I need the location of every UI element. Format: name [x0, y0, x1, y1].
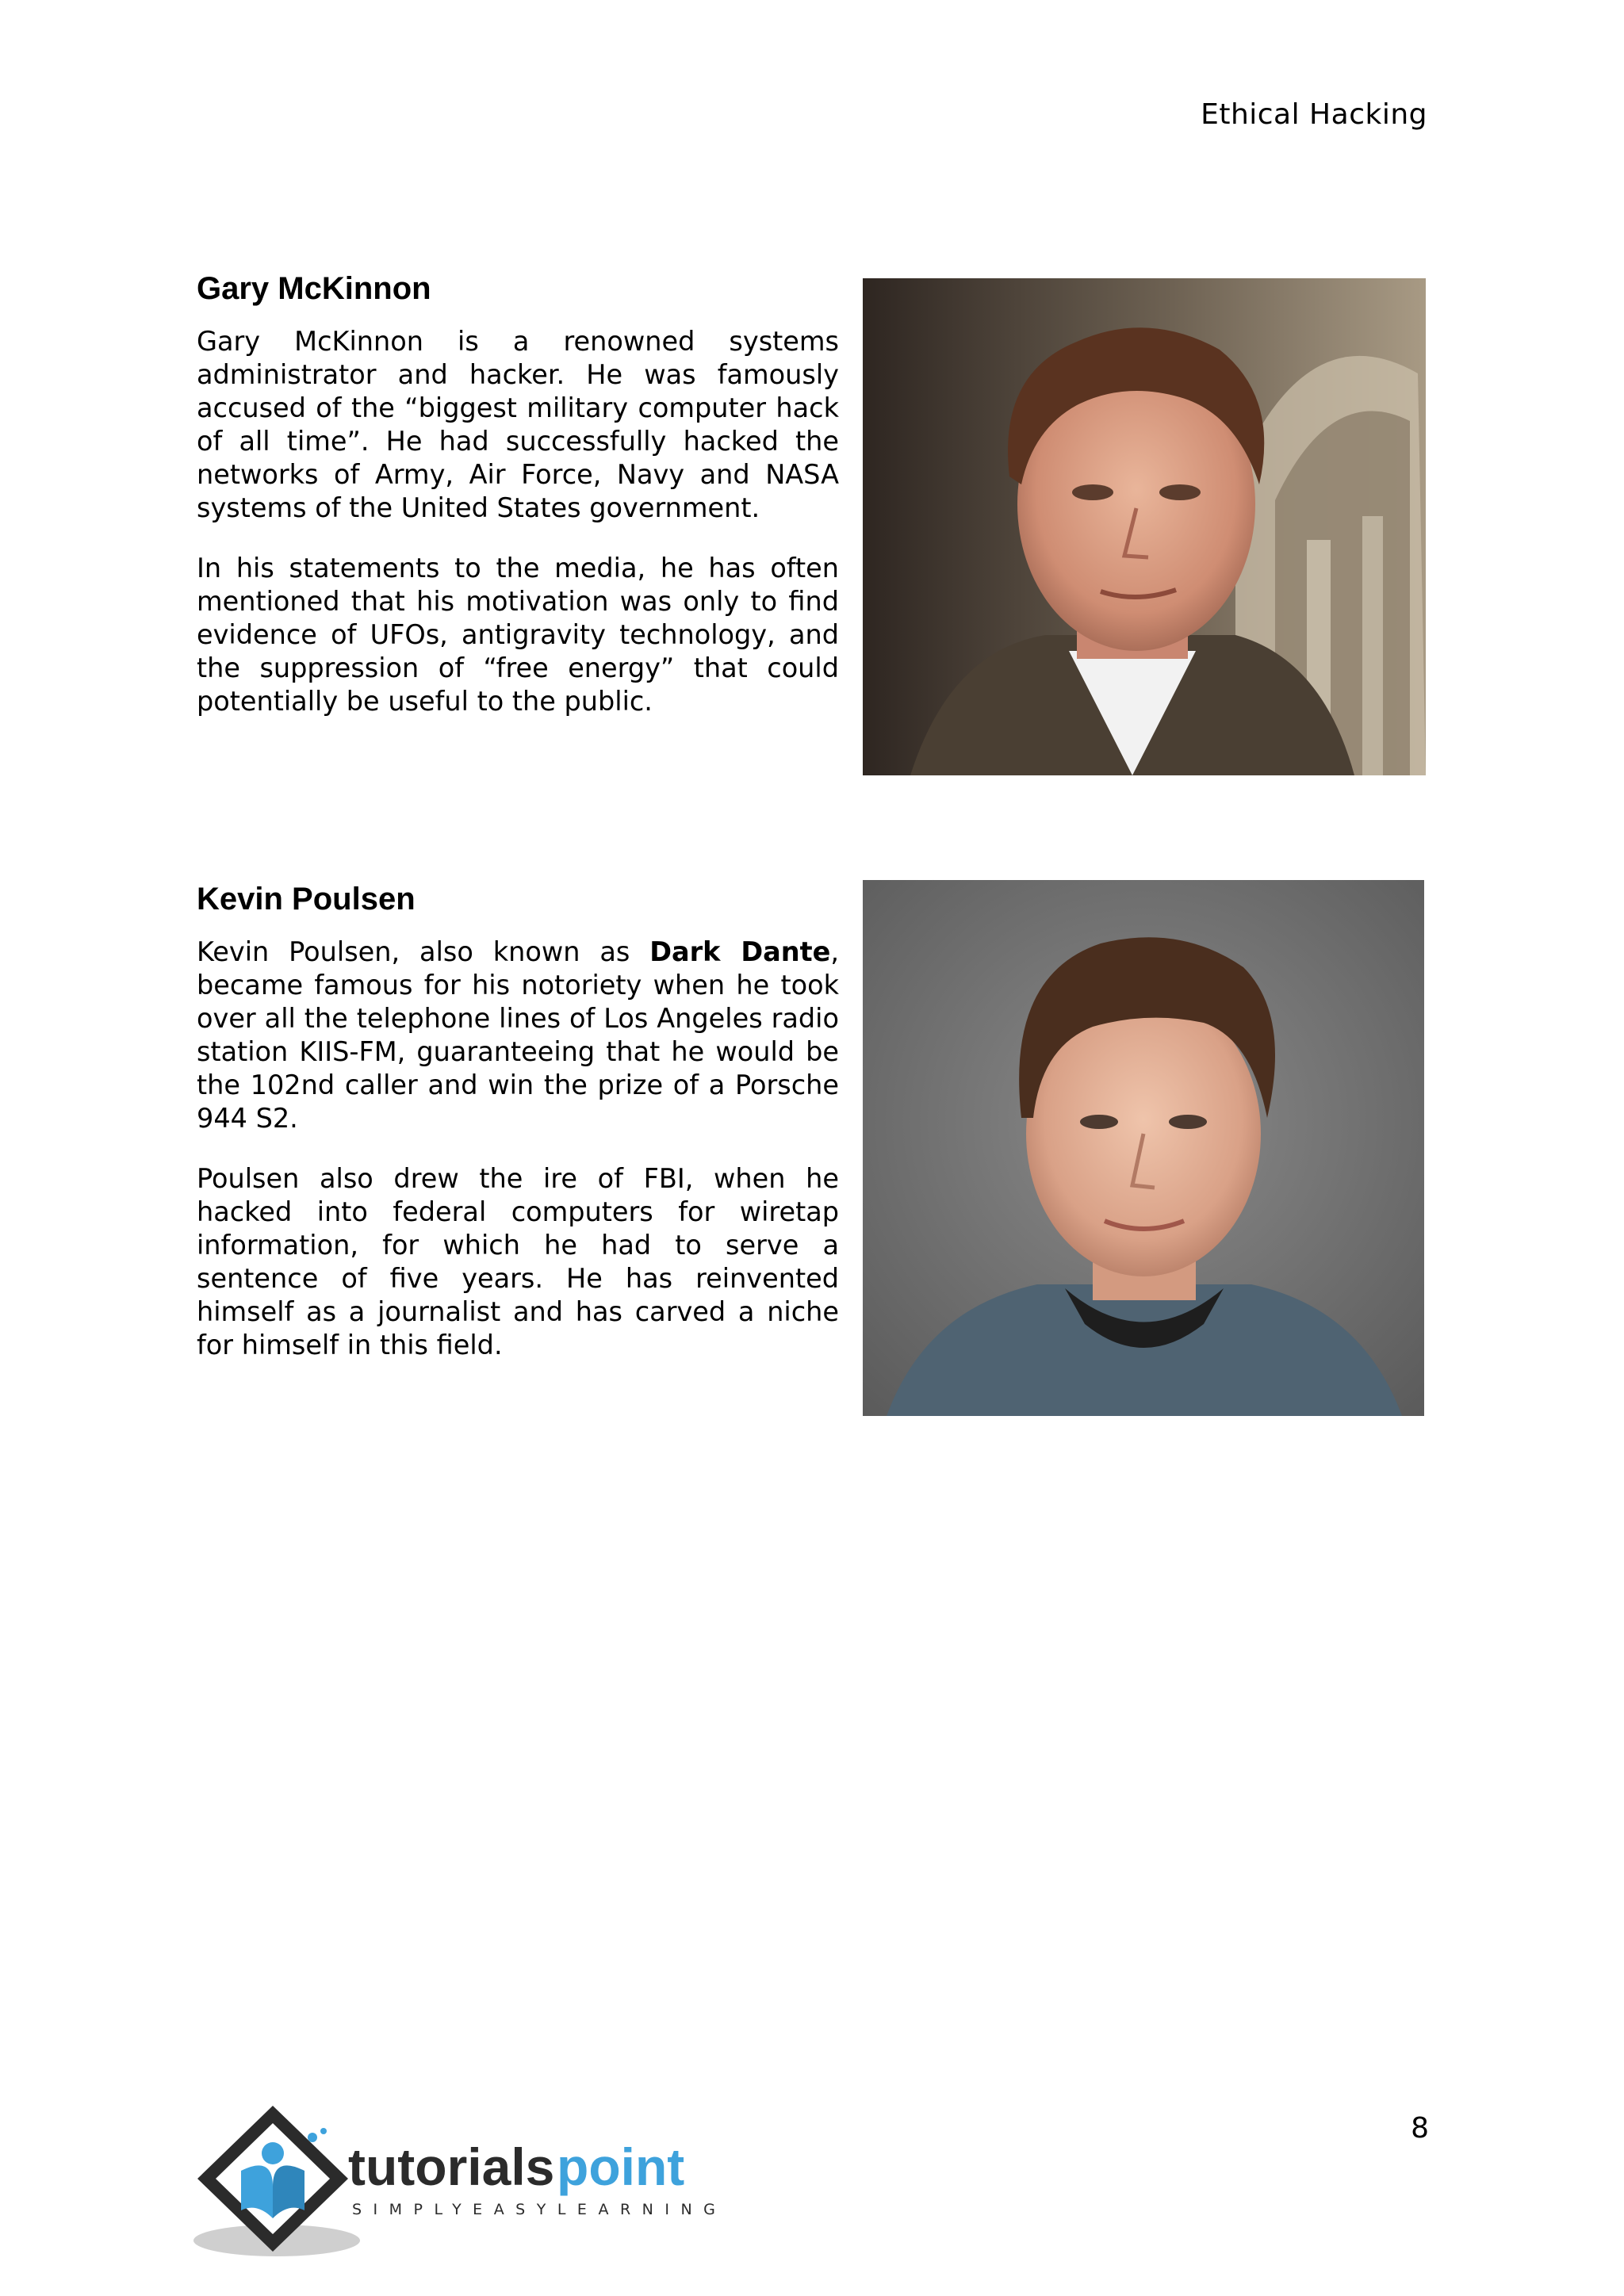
- logo-wordmark-accent: point: [557, 2137, 685, 2196]
- section-gary-mckinnon: [197, 270, 839, 745]
- portrait-photo-kevin-poulsen: [863, 880, 1424, 1416]
- paragraph-text: Kevin Poulsen, also known as: [197, 936, 650, 967]
- body-paragraph: [197, 936, 839, 1135]
- page-number: 8: [1411, 2112, 1429, 2145]
- body-paragraph: Poulsen also drew the ire of FBI, when he hacked into federal computers for wiretap information, for which he had to serve a sentence of five years. He has reinvented himself as a journalist and has carved a niche for himself in this field.: [197, 1163, 839, 1360]
- alias-bold-text: Dark Dante: [649, 936, 831, 967]
- paragraph-text: , became famous for his notoriety when he took over all the telephone lines of Los Angeles radio station KIIS-FM, guaranteeing that he would be the 102nd caller and win the prize of a Porsche 944 S2.: [197, 936, 840, 1134]
- section-kevin-poulsen: [197, 880, 839, 1389]
- section-heading: Kevin Poulsen: [197, 882, 416, 916]
- body-paragraph: Gary McKinnon is a renowned systems administrator and hacker. He was famously accused of the “biggest military computer hack of all time”. He had successfully hacked the networks of Army, Air Force, Navy and NASA systems of the United States government.: [197, 326, 839, 523]
- portrait-photo-gary-mckinnon: [863, 278, 1426, 775]
- body-paragraph: In his statements to the media, he has often mentioned that his motivation was only to find evidence of UFOs, antigravity technology, and the suppression of “free energy” that could potentially be useful to the public.: [197, 553, 839, 717]
- tutorialspoint-logo: [193, 2099, 733, 2258]
- logo-wordmark-dark: tutorials: [348, 2137, 555, 2196]
- running-header: Ethical Hacking: [1201, 98, 1427, 131]
- logo-tagline: SIMPLYEASYLEARNING: [352, 2201, 727, 2218]
- section-heading: Gary McKinnon: [197, 271, 431, 306]
